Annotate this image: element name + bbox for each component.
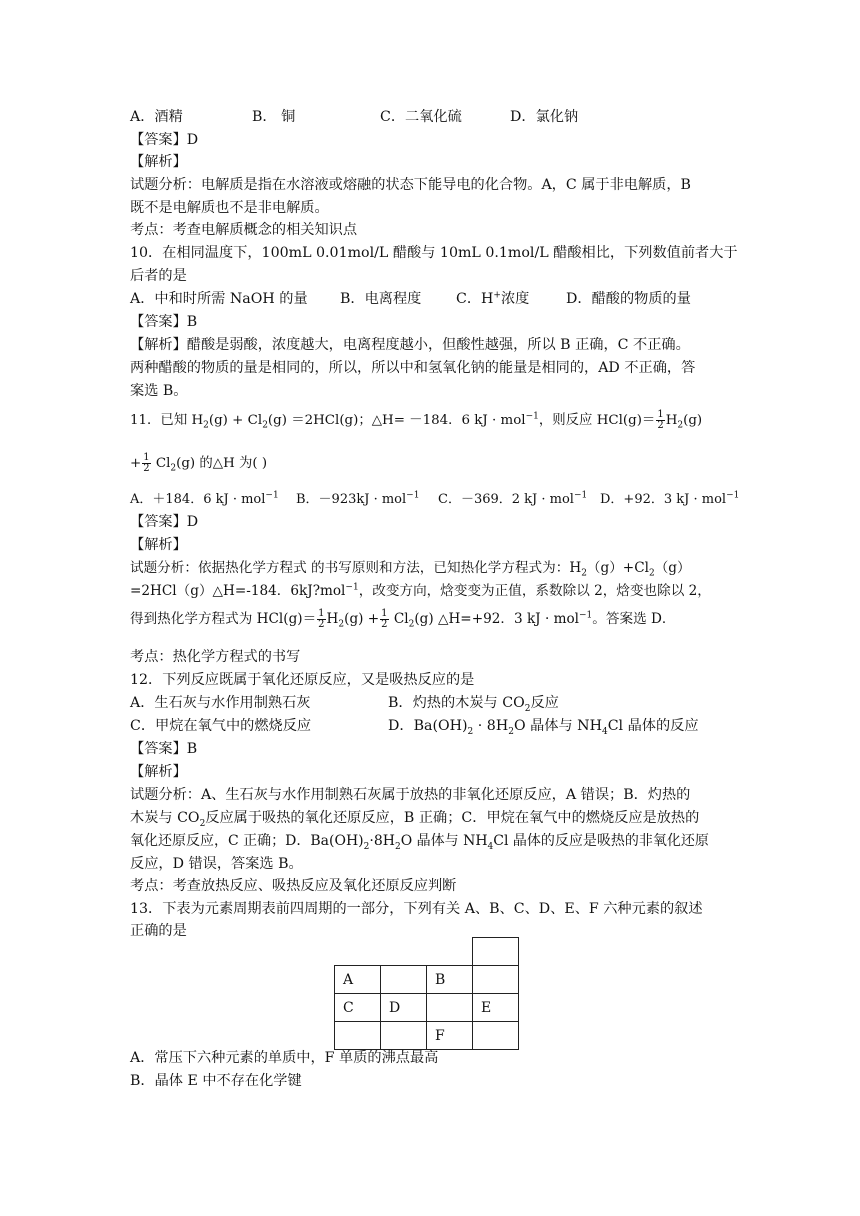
q10-analysis-line3: 案选 B。 [130,383,188,399]
q10-answer: 【答案】B [130,314,198,330]
fraction-half: $\frac{1}{2}$ [657,409,664,431]
q12-jiexi: 【解析】 [130,764,187,780]
q12-analysis-line1: 试题分析：A、生石灰与水作用制熟石灰属于放热的非氧化还原反应，A 错误；B．灼热的 [130,787,691,803]
q9-option-c: C．二氧化硫 [380,109,462,125]
table-cell [473,938,519,966]
periodic-table-fragment [334,937,519,1050]
table-row [335,938,519,966]
q10-analysis-line2: 两种醋酸的物质的量是相同的，所以，所以中和氢氧化钠的能量是相同的，AD 不正确，答 [130,360,696,376]
q12-option-d: D．$Ba(OH)_2 \cdot 8H_2O$ 晶体与 $NH_4Cl$ 晶体的反应 [388,718,699,737]
q11-option-a: A．＋184．6 kJ · mol$^{-1}$ [130,490,279,507]
q9-kaodian: 考点：考查电解质概念的相关知识点 [130,222,358,238]
q11-jiexi: 【解析】 [130,537,187,553]
q12-kaodian: 考点：考查放热反应、吸热反应及氧化还原反应判断 [130,878,457,894]
table-cell: A [335,966,381,994]
table-cell [473,1022,519,1050]
q9-analysis-line1: 试题分析：电解质是指在水溶液或熔融的状态下能导电的化合物。A，C 属于非电解质，B [130,177,691,193]
q13-option-b: B．晶体 E 中不存在化学键 [130,1073,302,1089]
q10-option-b: B．电离程度 [340,291,422,307]
q9-option-b: B． 铜 [252,109,296,125]
table-cell [381,1022,427,1050]
q9-analysis-line2: 既不是电解质也不是非电解质。 [130,200,329,216]
q12-option-c: C．甲烷在氧气中的燃烧反应 [130,718,312,734]
q10-stem-line2: 后者的是 [130,268,187,284]
q10-option-c: C．H+浓度 [456,290,530,307]
table-cell [427,994,473,1022]
q10-option-a: A．中和时所需 NaOH 的量 [130,291,308,307]
q11-analysis-line3: 得到热化学方程式为 HCl(g)＝ $\frac{1}{2}$ $H_2(g)$ + $\frac{1}{2}$ $Cl_2(g)$ △H=+92．3 kJ · mol$^{-1}$。答案选 D． [130,608,676,630]
table-cell: C [335,994,381,1022]
q11-stem-line2: + $\frac{1}{2}$ $Cl_2(g)$ 的△H 为( ) [130,452,268,474]
q13-option-a: A．常压下六种元素的单质中，F 单质的沸点最高 [130,1050,439,1066]
q9-option-d: D．氯化钠 [510,109,579,125]
q12-analysis-line3: 氧化还原反应，C 正确；D．$Ba(OH)_2\cdot 8H_2O$ 晶体与 $NH_4Cl$ 晶体的反应是吸热的非氧化还原 [130,833,709,852]
q11-option-d: D．+92．3 kJ · mol$^{-1}$ [600,490,740,507]
q12-analysis-line2: 木炭与 $CO_2$反应属于吸热的氧化还原反应，B 正确；C．甲烷在氧气中的燃烧反应是放热的 [130,810,700,829]
q11-stem-line1: 11．已知 $H_2(g) + Cl_2(g) =2HCl(g)$；△H= －184．6 kJ · mol$^{-1}$，则反应 HCl(g)＝ $\frac{1}{2}$ $H_2(g)$ [130,409,703,431]
fraction-half: $\frac{1}{2}$ [381,608,388,630]
table-cell [381,938,427,966]
q13-stem-line1: 13．下表为元素周期表前四周期的一部分，下列有关 A、B、C、D、E、F 六种元素的叙述 [130,901,703,917]
q11-option-b: B．－923kJ · mol$^{-1}$ [296,490,420,507]
q9-answer: 【答案】D [130,132,199,148]
q12-answer: 【答案】B [130,741,198,757]
q13-stem-line2: 正确的是 [130,923,187,939]
table-cell [335,1022,381,1050]
q11-analysis-line2: =2HCl（g）△H=-184．6kJ?mol$^{-1}$，改变方向，焓变变为正值，系数除以 2，焓变也除以 2， [130,582,711,599]
table-cell [473,966,519,994]
table-cell [427,938,473,966]
table-cell [381,966,427,994]
table-row [335,966,519,994]
q9-jiexi: 【解析】 [130,154,187,170]
q9-option-a: A．酒精 [130,109,183,125]
table-cell: F [427,1022,473,1050]
q10-option-d: D．醋酸的物质的量 [566,291,691,307]
q12-option-b: B．灼热的木炭与 $CO_2$反应 [388,695,559,714]
q12-analysis-line4: 反应，D 错误，答案选 B。 [130,856,303,872]
table-cell: B [427,966,473,994]
q10-analysis-line1: 【解析】醋酸是弱酸，浓度越大，电离程度越小，但酸性越强，所以 B 正确，C 不正确。 [130,337,690,353]
q11-kaodian: 考点：热化学方程式的书写 [130,649,301,665]
q12-option-a: A．生石灰与水作用制熟石灰 [130,695,311,711]
table-cell [335,938,381,966]
q11-answer: 【答案】D [130,514,199,530]
q11-analysis-line1: 试题分析：依据热化学方程式 的书写原则和方法，已知热化学方程式为：$H_2(g)+Cl_2(g)$ [130,560,691,579]
table-cell: E [473,994,519,1022]
q11-option-c: C．－369．2 kJ · mol$^{-1}$ [438,490,588,507]
table-row [335,994,519,1022]
table-cell: D [381,994,427,1022]
fraction-half: $\frac{1}{2}$ [143,452,150,474]
q10-stem-line1: 10．在相同温度下，100mL 0.01mol/L 醋酸与 10mL 0.1mol/L 醋酸相比，下列数值前者大于 [130,245,738,261]
fraction-half: $\frac{1}{2}$ [318,608,325,630]
table-row [335,1022,519,1050]
q12-stem: 12．下列反应既属于氧化还原反应，又是吸热反应的是 [130,672,475,688]
